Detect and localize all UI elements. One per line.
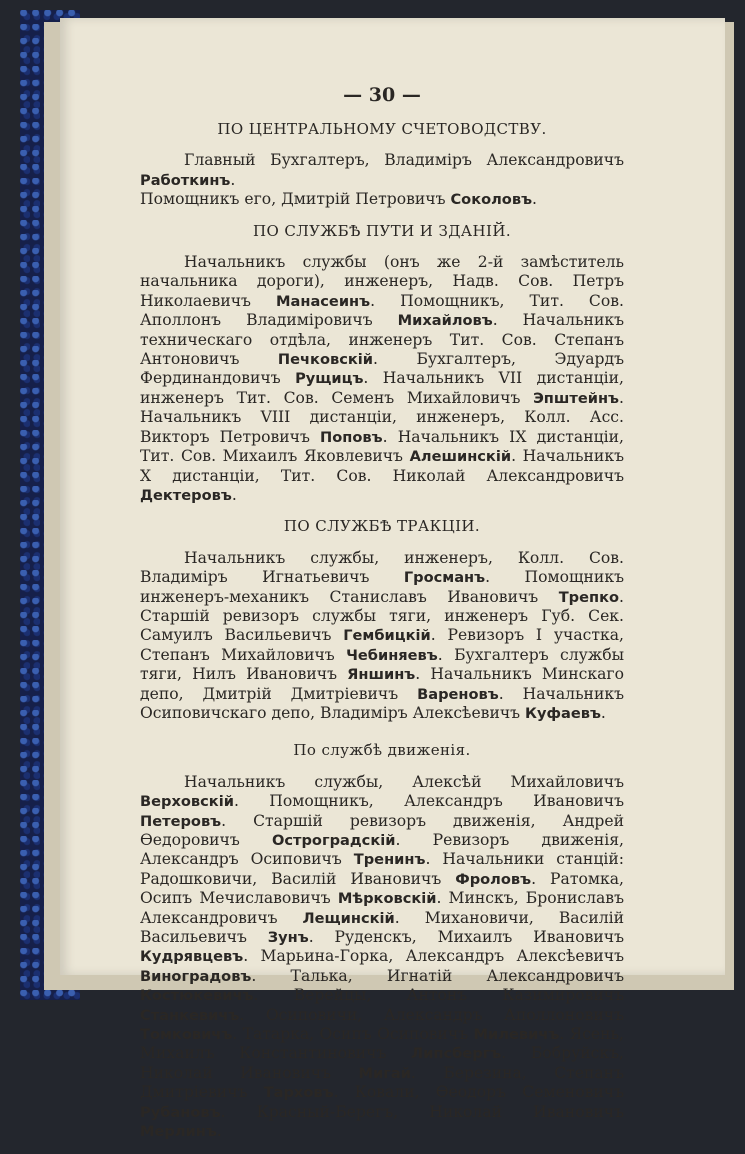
surname: Виноградовъ	[140, 967, 252, 985]
surname: Трeнинъ	[353, 851, 426, 869]
surname: Мигай	[358, 1064, 411, 1082]
text-run: . Начальникъ VII дистанціи, инженеръ Тит. Сов. Семенъ Михайловичъ	[140, 369, 624, 407]
surname: Мерлинъ	[140, 1123, 217, 1141]
text-run: Помощникъ его, Дмитрій Петровичъ	[140, 190, 451, 209]
text-run: . Минскъ, Брониславъ Александровичъ	[140, 889, 625, 927]
surname: Соколовъ	[450, 191, 533, 209]
page-text	[140, 84, 624, 1154]
text-run: .	[230, 170, 236, 189]
surname: Тарховъ	[263, 1084, 334, 1102]
text-run: . Михановичи, Василій Васильевичъ	[140, 908, 624, 947]
text-run: . Начальникъ X дистанціи, Тит. Сов. Николай Александровичъ	[140, 447, 624, 485]
surname: Томковичъ	[140, 1026, 233, 1044]
surname: Эпштейнъ	[533, 389, 620, 407]
text-run: . Ревизоръ I участка, Степанъ Михайловичъ	[140, 626, 624, 664]
surname: Костюкевичъ	[140, 987, 254, 1005]
track-paragraph	[140, 253, 624, 505]
text-run: Главный Бухгалтеръ, Владиміръ Александровичъ	[184, 151, 624, 170]
surname: Яншинъ	[347, 666, 416, 684]
accounting-line-2	[140, 190, 624, 209]
surname: Алешинскій	[409, 448, 512, 466]
surname: Рубановъ	[140, 1103, 221, 1121]
text-run: . Ясень, Михаилъ Константиновичъ	[140, 1025, 624, 1063]
surname: Зунъ	[267, 929, 309, 947]
surname: Вареновъ	[417, 685, 499, 703]
surname: Гембицкій	[343, 627, 431, 645]
surname: Трепко	[558, 588, 620, 606]
surname: Петеровъ	[140, 812, 222, 830]
text-run: . Начальникъ техническаго отдѣла, инженеръ Тит. Сов. Степанъ Антоновичъ	[140, 311, 624, 369]
text-run: . Марьина-Горка, Александръ Алексѣевичъ	[243, 947, 624, 966]
text-run: Начальникъ службы (онъ же 2-й замѣститель начальника дороги), инженеръ, Надв. Сов. Петръ Николаевичъ	[140, 253, 624, 310]
surname: Липсбергъ	[411, 1045, 502, 1063]
surname: Чебиняевъ	[346, 646, 438, 664]
surname: Острогрaдскій	[271, 832, 396, 849]
accounting-line-1	[140, 151, 624, 190]
surname: Работкинъ	[140, 171, 231, 189]
text-run: . Березина, Степанъ Дмитріевичъ	[140, 1063, 624, 1102]
text-run: .	[532, 190, 538, 209]
surname: Лещинскій	[302, 909, 395, 927]
text-run: . Ратомка, Осипъ Мечиславовичъ	[140, 869, 624, 908]
section-heading-accounting: ПО ЦЕНТРАЛЬНОМУ СЧЕТОВОДСТВУ.	[217, 120, 547, 138]
text-run: . Начальникъ Осиповичскаго депо, Владиміръ Алексѣевичъ	[140, 684, 625, 722]
text-run: . Ковали, Ѳеодоръ Семеновичъ	[333, 1083, 624, 1102]
surname: Станкевичъ	[140, 1006, 240, 1024]
text-run: Начальникъ службы, Алексѣй Михайловичъ	[184, 772, 624, 791]
text-run: . Старшій ревизоръ движенія, Андрей Ѳедоровичъ	[140, 811, 624, 849]
page-number: — 30 —	[343, 84, 421, 106]
text-run: Начальникъ службы, инженеръ, Колл. Сов. Владиміръ Игнатьевичъ	[140, 548, 624, 587]
text-run: . Ревизоръ движенія, Александръ Осиповичъ	[140, 831, 624, 869]
surname: Верховскій	[140, 793, 234, 811]
text-run: . Помощникъ, Александръ Ивановичъ	[233, 792, 624, 811]
surname: Дектеровъ	[140, 486, 232, 504]
text-run: .	[600, 703, 606, 722]
text-run: . Начальникъ VIII дистанціи, инженеръ, Колл. Асс. Викторъ Петровичъ	[140, 388, 624, 446]
surname: Фроловъ	[455, 870, 532, 888]
surname: Мѣрковскій	[337, 890, 437, 908]
text-run: .	[216, 1122, 222, 1141]
text-run: . Бухгалтеръ, Эдуардъ Фердинандовичъ	[140, 350, 624, 388]
surname: Поповъ	[320, 428, 383, 446]
surname: Михайловъ	[397, 312, 493, 330]
text-run: . Бобруйскъ, Николай Ивановичъ	[140, 1044, 624, 1082]
surname: Куфаевъ	[525, 704, 601, 722]
text-run: . Руденскъ, Михаилъ Ивановичъ	[308, 928, 624, 947]
surname: Печковскій	[277, 351, 373, 369]
section-heading-movement: По службѣ движенія.	[293, 741, 471, 760]
text-run: . Талька, Игнатій Александровичъ	[251, 966, 624, 985]
text-run: . Татарка, Осипъ Осиповичъ	[232, 1025, 474, 1044]
surname: Рущицъ	[295, 370, 364, 388]
surname: Гросманъ	[403, 569, 486, 587]
text-run: . Начальники станцій: Радошковичи, Василій Ивановичъ	[140, 850, 624, 888]
text-run: . Верейцы, Антонъ Казимировичъ	[253, 986, 624, 1005]
traction-paragraph	[140, 549, 624, 724]
section-heading-track: ПО СЛУЖБѢ ПУТИ И ЗДАНІЙ.	[252, 221, 512, 240]
text-run: . Начальникъ IX дистанціи, Тит. Сов. Михаилъ Яковлевичъ	[140, 427, 624, 466]
text-run: . Помощникъ инженеръ-механикъ Станиславъ Ивановичъ	[140, 568, 624, 606]
section-heading-traction: ПО СЛУЖБѢ ТРАКЦІИ.	[283, 517, 481, 536]
text-run: .	[231, 485, 237, 504]
text-run: . Помощникъ, Тит. Сов. Аполлонъ Владиміровичъ	[140, 291, 624, 330]
surname: Манасеинъ	[275, 292, 371, 310]
surname: Милевичъ	[473, 1026, 560, 1044]
text-run: . Бухгалтеръ службы тяги, Нилъ Ивановичъ	[140, 645, 624, 684]
text-run: . Старшій ревизоръ службы тяги, инженеръ Губ. Сек. Самуилъ Васильевичъ	[140, 587, 624, 645]
text-run: . Красный-Берегъ, Николай Ивановичъ	[220, 1102, 624, 1121]
text-run: . Начальникъ Минскаго депо, Дмитрій Дмитріевичъ	[140, 665, 624, 703]
text-run: . Осиповичи, Александръ Аполлоновичъ	[239, 1005, 624, 1024]
surname: Кудрявцевъ	[140, 948, 244, 966]
movement-paragraph	[140, 773, 624, 1142]
